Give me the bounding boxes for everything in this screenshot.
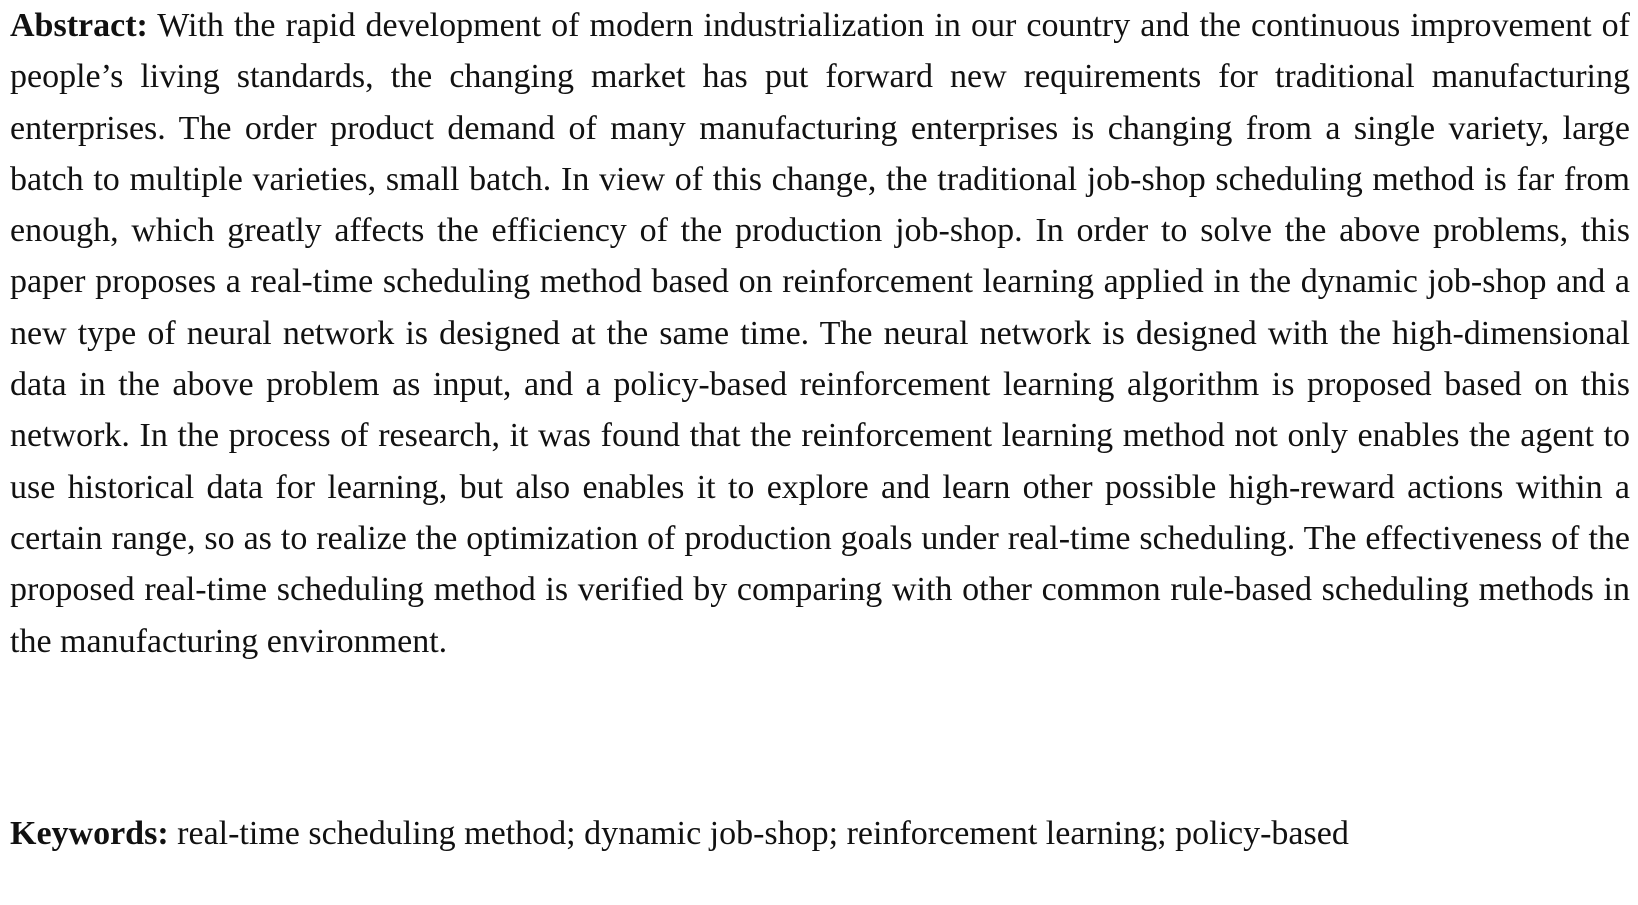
keywords-text: real-time scheduling method; dynamic job-shop; reinforcement learning; policy-based <box>177 815 1349 852</box>
paper-page <box>10 0 1631 852</box>
keywords-paragraph <box>10 808 1349 859</box>
abstract-text: With the rapid development of modern industrialization in our country and the continuous improvement of people’s living standards, the changing market has put forward new requirements for traditional manufacturing enterprises. The order product demand of many manufacturing enterprises is changing from a single variety, large batch to multiple varieties, small batch. In view of this change, the traditional job-shop scheduling method is far from enough, which greatly affects the efficiency of the production job-shop. In order to solve the above problems, this paper proposes a real-time scheduling method based on reinforcement learning applied in the dynamic job-shop and a new type of neural network is designed at the same time. The neural network is designed with the high-dimensional data in the above problem as input, and a policy-based reinforcement learning algorithm is proposed based on this network. In the process of research, it was found that the reinforcement learning method not only enables the agent to use historical data for learning, but also enables it to explore and learn other possible high-reward actions within a certain range, so as to realize the optimization of production goals under real-time scheduling. The effectiveness of the proposed real-time scheduling method is verified by comparing with other common rule-based scheduling methods in the manufacturing environment. <box>10 7 1631 660</box>
abstract-paragraph <box>10 0 1630 667</box>
abstract-label: Abstract: <box>10 7 148 44</box>
keywords-label: Keywords: <box>10 815 169 852</box>
